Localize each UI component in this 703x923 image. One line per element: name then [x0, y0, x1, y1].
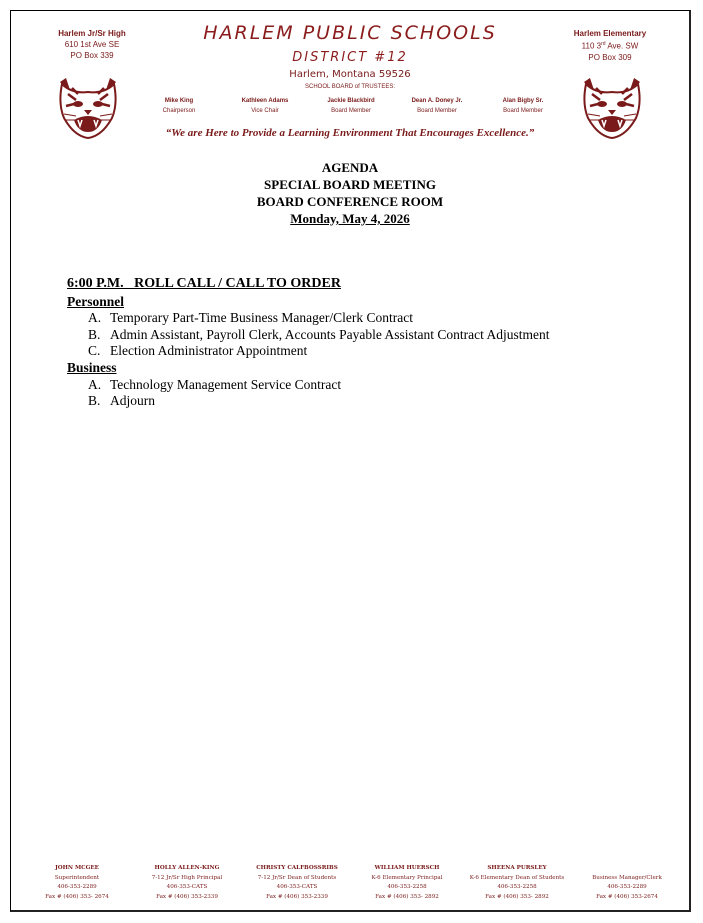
roll-call: 6:00 P.M. ROLL CALL / CALL TO ORDER	[67, 276, 341, 291]
right-school-name: Harlem Elementary	[573, 29, 647, 38]
left-school-address: 610 1st Ave SE	[64, 40, 120, 49]
left-school-name: Harlem Jr/Sr High	[58, 29, 126, 38]
right-school-address: 110 3rd Ave. SW	[581, 41, 639, 51]
trustee-list	[136, 96, 566, 116]
staff-footer	[22, 864, 682, 902]
district-city: Harlem, Montana 59526	[289, 69, 411, 80]
district-motto: “We are Here to Provide a Learning Environment That Encourages Excellence.”	[165, 127, 535, 139]
staff-contact: SHEENA PURSLEY K-6 Elementary Dean of Students 406-353-2258 Fax # (406) 353- 2892	[469, 865, 565, 900]
trustee: Alan Bigby Sr. Board Member	[502, 98, 544, 114]
staff-contact: HOLLY ALLEN-KING 7-12 Jr/Sr High Principal 406-353-CATS Fax # (406) 353-2339	[151, 865, 223, 900]
staff-contact: CHRISTY CALFBOSSRIBS 7-12 Jr/Sr Dean of Students 406-353-CATS Fax # (406) 353-2339	[256, 865, 338, 900]
page-border	[10, 10, 691, 912]
agenda-item: C. Election Administrator Appointment	[88, 343, 308, 359]
agenda-body	[67, 276, 667, 410]
staff-contact: WILLIAM HUERSCH K-6 Elementary Principal 406-353-2258 Fax # (406) 353- 2892	[371, 865, 443, 900]
trustee: Jackie Blackbird Board Member	[327, 98, 375, 114]
staff-contact: Business Manager/Clerk 406-353-2289 Fax # (406) 353-2674	[592, 874, 662, 900]
district-number: DISTRICT #12	[292, 50, 408, 65]
trustee: Dean A. Doney Jr. Board Member	[411, 98, 463, 114]
section-business: Business	[67, 359, 117, 375]
agenda-item: A. Temporary Part-Time Business Manager/Clerk Contract	[88, 310, 413, 326]
agenda-item: A. Technology Management Service Contract	[88, 376, 342, 392]
meeting-date: Monday, May 4, 2026	[290, 211, 410, 226]
agenda-item: B. Admin Assistant, Payroll Clerk, Accounts Payable Assistant Contract Adjustment	[88, 326, 550, 342]
agenda-title: AGENDA	[321, 160, 379, 175]
section-personnel: Personnel	[67, 293, 124, 309]
agenda-heading	[150, 159, 550, 227]
board-label: SCHOOL BOARD of TRUSTEES:	[304, 84, 396, 90]
left-school-info	[42, 28, 142, 61]
trustee: Kathleen Adams Vice Chair	[241, 98, 289, 114]
trustee: Mike King Chairperson	[162, 98, 196, 114]
right-school-po-box: PO Box 309	[588, 52, 632, 62]
left-school-po-box: PO Box 339	[70, 51, 114, 60]
meeting-type: SPECIAL BOARD MEETING	[264, 177, 436, 192]
agenda-item: B. Adjourn	[88, 393, 155, 409]
meeting-location: BOARD CONFERENCE ROOM	[256, 194, 444, 209]
staff-contact: JOHN MCGEE Superintendent 406-353-2289 Fax # (406) 353- 2674	[45, 865, 109, 900]
right-school-info	[560, 28, 660, 63]
district-title: HARLEM PUBLIC SCHOOLS	[203, 22, 497, 44]
